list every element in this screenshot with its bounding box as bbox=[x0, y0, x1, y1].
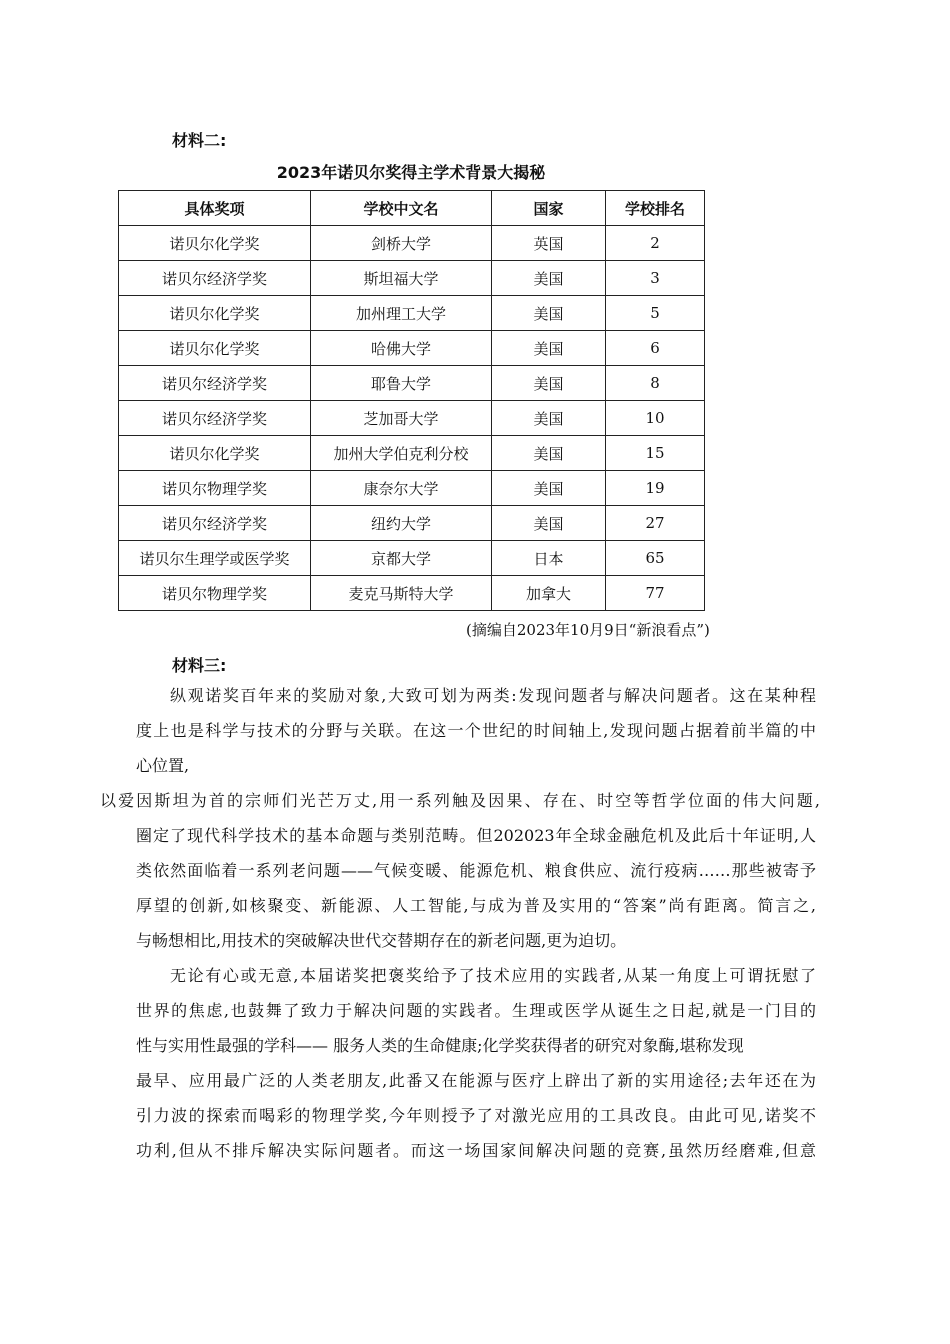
school-cell: 剑桥大学 bbox=[311, 226, 492, 261]
table-row bbox=[119, 331, 705, 366]
country-cell: 日本 bbox=[492, 541, 606, 576]
award-cell: 诺贝尔化学奖 bbox=[119, 331, 311, 366]
table-row bbox=[119, 366, 705, 401]
paragraph-line: 度上也是科学与技术的分野与关联。在这一个世纪的时间轴上,发现问题占据着前半篇的中 bbox=[136, 721, 816, 740]
school-cell: 斯坦福大学 bbox=[311, 261, 492, 296]
table-row bbox=[119, 261, 705, 296]
material-three-label: 材料三: bbox=[172, 656, 227, 675]
header-rank: 学校排名 bbox=[606, 191, 705, 226]
country-cell: 美国 bbox=[492, 471, 606, 506]
rank-cell: 15 bbox=[606, 436, 705, 471]
table-row bbox=[119, 541, 705, 576]
table-header-row bbox=[119, 191, 705, 226]
table-row bbox=[119, 576, 705, 611]
school-cell: 纽约大学 bbox=[311, 506, 492, 541]
award-cell: 诺贝尔化学奖 bbox=[119, 436, 311, 471]
paragraph-line: 功利,但从不排斥解决实际问题者。而这一场国家间解决问题的竞赛,虽然历经磨难,但意 bbox=[136, 1141, 816, 1160]
table-row bbox=[119, 506, 705, 541]
country-cell: 加拿大 bbox=[492, 576, 606, 611]
table-row bbox=[119, 226, 705, 261]
material-two-label: 材料二: bbox=[172, 131, 227, 150]
award-cell: 诺贝尔生理学或医学奖 bbox=[119, 541, 311, 576]
award-cell: 诺贝尔经济学奖 bbox=[119, 506, 311, 541]
country-cell: 美国 bbox=[492, 261, 606, 296]
rank-cell: 3 bbox=[606, 261, 705, 296]
rank-cell: 77 bbox=[606, 576, 705, 611]
paragraph-line: 性与实用性最强的学科—— 服务人类的生命健康;化学奖获得者的研究对象酶,堪称发现 bbox=[136, 1036, 744, 1055]
rank-cell: 10 bbox=[606, 401, 705, 436]
paragraph-line: 世界的焦虑,也鼓舞了致力于解决问题的实践者。生理或医学从诞生之日起,就是一门目的 bbox=[136, 1001, 816, 1020]
country-cell: 美国 bbox=[492, 296, 606, 331]
school-cell: 京都大学 bbox=[311, 541, 492, 576]
table-row bbox=[119, 471, 705, 506]
school-cell: 麦克马斯特大学 bbox=[311, 576, 492, 611]
header-country: 国家 bbox=[492, 191, 606, 226]
country-cell: 美国 bbox=[492, 436, 606, 471]
source-citation: (摘编自2023年10月9日“新浪看点”) bbox=[466, 621, 710, 639]
award-cell: 诺贝尔化学奖 bbox=[119, 226, 311, 261]
country-cell: 美国 bbox=[492, 366, 606, 401]
award-cell: 诺贝尔经济学奖 bbox=[119, 366, 311, 401]
table-title: 2023年诺贝尔奖得主学术背景大揭秘 bbox=[276, 163, 546, 182]
paragraph-line: 以爱因斯坦为首的宗师们光芒万丈,用一系列触及因果、存在、时空等哲学位面的伟大问题, bbox=[100, 791, 820, 810]
paragraph-line: 纵观诺奖百年来的奖励对象,大致可划为两类:发现问题者与解决问题者。这在某种程 bbox=[170, 686, 816, 705]
table-row bbox=[119, 401, 705, 436]
table-row bbox=[119, 436, 705, 471]
rank-cell: 6 bbox=[606, 331, 705, 366]
award-cell: 诺贝尔经济学奖 bbox=[119, 401, 311, 436]
country-cell: 英国 bbox=[492, 226, 606, 261]
paragraph-line: 心位置, bbox=[136, 756, 190, 775]
award-cell: 诺贝尔化学奖 bbox=[119, 296, 311, 331]
paragraph-line: 无论有心或无意,本届诺奖把褒奖给予了技术应用的实践者,从某一角度上可谓抚慰了 bbox=[170, 966, 816, 985]
school-cell: 耶鲁大学 bbox=[311, 366, 492, 401]
paragraph-line: 与畅想相比,用技术的突破解决世代交替期存在的新老问题,更为迫切。 bbox=[136, 931, 627, 950]
school-cell: 加州理工大学 bbox=[311, 296, 492, 331]
award-cell: 诺贝尔物理学奖 bbox=[119, 576, 311, 611]
school-cell: 加州大学伯克利分校 bbox=[311, 436, 492, 471]
award-cell: 诺贝尔经济学奖 bbox=[119, 261, 311, 296]
material-three-body bbox=[100, 678, 820, 1168]
rank-cell: 27 bbox=[606, 506, 705, 541]
header-award: 具体奖项 bbox=[119, 191, 311, 226]
paragraph-line: 类依然面临着一系列老问题——气候变暖、能源危机、粮食供应、流行疫病……那些被寄予 bbox=[136, 861, 816, 880]
paragraph-line: 圈定了现代科学技术的基本命题与类别范畴。但202023年全球金融危机及此后十年证明,人 bbox=[136, 826, 816, 845]
paragraph-line: 厚望的创新,如核聚变、新能源、人工智能,与成为普及实用的“答案”尚有距离。简言之, bbox=[136, 896, 816, 915]
country-cell: 美国 bbox=[492, 331, 606, 366]
country-cell: 美国 bbox=[492, 401, 606, 436]
rank-cell: 19 bbox=[606, 471, 705, 506]
rank-cell: 2 bbox=[606, 226, 705, 261]
paragraph-line: 最早、应用最广泛的人类老朋友,此番又在能源与医疗上辟出了新的实用途径;去年还在为 bbox=[136, 1071, 816, 1090]
award-cell: 诺贝尔物理学奖 bbox=[119, 471, 311, 506]
school-cell: 芝加哥大学 bbox=[311, 401, 492, 436]
table-row bbox=[119, 296, 705, 331]
header-school: 学校中文名 bbox=[311, 191, 492, 226]
school-cell: 康奈尔大学 bbox=[311, 471, 492, 506]
school-cell: 哈佛大学 bbox=[311, 331, 492, 366]
rank-cell: 5 bbox=[606, 296, 705, 331]
rank-cell: 65 bbox=[606, 541, 705, 576]
country-cell: 美国 bbox=[492, 506, 606, 541]
rank-cell: 8 bbox=[606, 366, 705, 401]
paragraph-line: 引力波的探索而喝彩的物理学奖,今年则授予了对激光应用的工具改良。由此可见,诺奖不 bbox=[136, 1106, 816, 1125]
nobel-awards-table bbox=[118, 190, 705, 611]
